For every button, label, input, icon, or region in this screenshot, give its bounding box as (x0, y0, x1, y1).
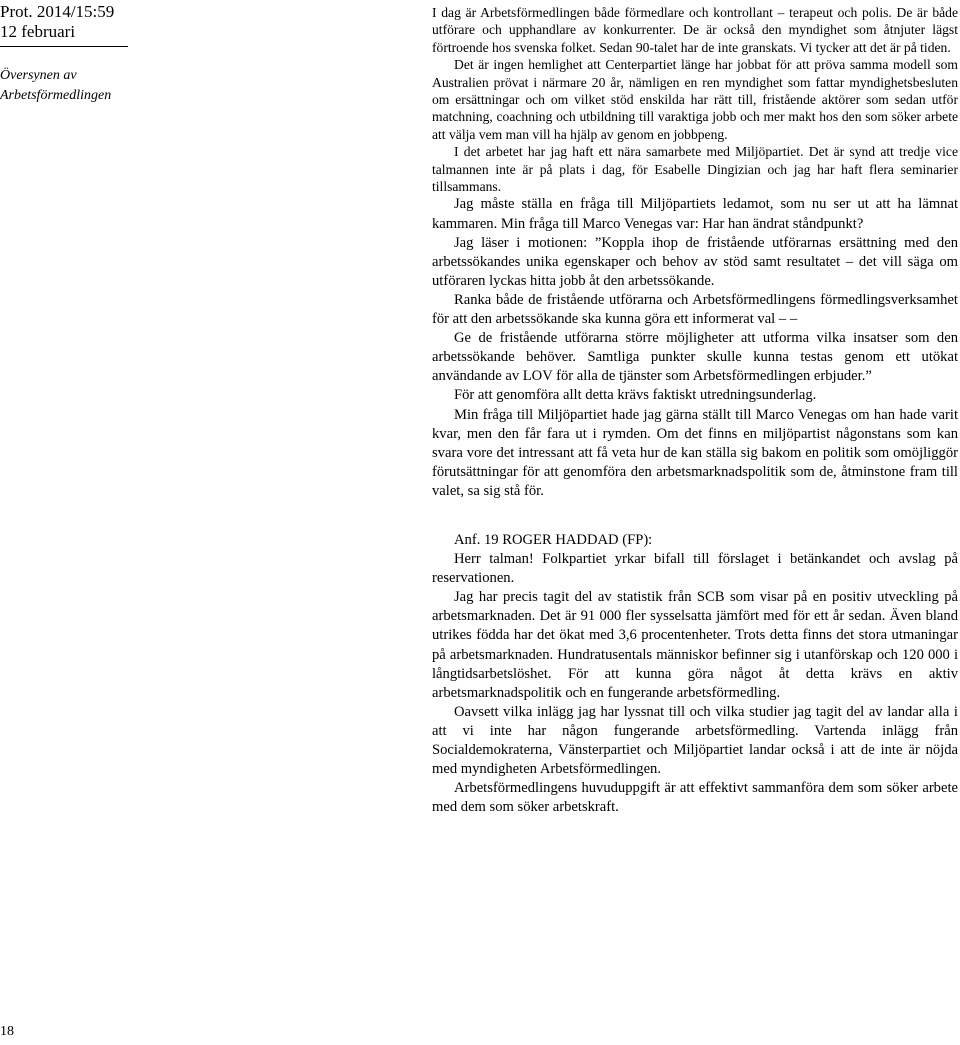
paragraph: Jag läser i motionen: ”Koppla ihop de fristående utförarnas ersättning med den arbetssökandes unika egenskaper och behov av stöd samt resultatet – det vill säga om utföraren lyckas hitta jobb åt den arbetssökande. (432, 234, 958, 289)
speaker-heading: Anf. 19 ROGER HADDAD (FP): (454, 531, 653, 548)
paragraph: Jag måste ställa en fråga till Miljöpartiets ledamot, som nu ser ut att ha lämnat kammaren. Min fråga till Marco Venegas var: Har han ändrat ståndpunkt? (432, 196, 958, 232)
speech-paragraph: Oavsett vilka inlägg jag har lyssnat till och vilka studier jag tagit del av landar alla i att vi inte har någon fungerande arbetsförmedling. Vartenda inlägg från Socialdemokraterna, Vänsterpartiet och Miljöpartiet landar också i att de inte är nöjda med myndigheten Arbetsförmedlingen. (432, 703, 958, 778)
speech-paragraph: Arbetsförmedlingens huvuduppgift är att effektivt sammanföra dem som söker arbete med dem som söker arbetskraft. (432, 780, 958, 816)
main-text-column (432, 4, 958, 817)
header-rule (0, 46, 128, 47)
speech-paragraph: Jag har precis tagit del av statistik från SCB som visar på en positiv utveckling på arbetsmarknaden. Det är 91 000 fler sysselsatta jämfört med för ett år sedan. Även bland utrikes födda har det ökat med 3,6 procentenheter. Trots detta finns det stora utmaningar på arbetsmarknaden. Hundratusentals människor befinner sig i utanförskap och 120 000 i långtidsarbetslöshet. För att kunna göra något åt detta krävs en aktiv arbetsmarknadspolitik och en fungerande arbetsförmedling. (432, 589, 958, 701)
paragraph: Ge de fristående utförarna större möjligheter att utforma vilka insatser som den arbetssökande behöver. Samtliga punkter skulle kunna testas genom ett utökat användande av LOV för alla de tjänster som Arbetsförmedlingen erbjuder.” (432, 330, 958, 385)
topic-line-1: Översynen av (0, 68, 77, 83)
margin-column (0, 0, 138, 1045)
speech-paragraph: Herr talman! Folkpartiet yrkar bifall till förslaget i betänkandet och avslag på reservationen. (432, 551, 958, 587)
paragraph: Min fråga till Miljöpartiet hade jag gärna ställt till Marco Venegas om han hade varit kvar, men den får fara ut i rymden. Om det finns en miljöpartist någonstans som kan svara vore det intressant att få veta hur de kan ställa sig bakom en politik som omöjliggör förutsättningar för att genomföra den arbetsmarknadspolitik som de, åtminstone fram till valet, sa sig stå för. (432, 406, 958, 499)
paragraph: Det är ingen hemlighet att Centerpartiet länge har jobbat för att pröva samma modell som Australien prövat i närmare 20 år, nämligen en ren myndighet som fattar myndighetsbesluten om ersättningar och om vilket stöd enskilda har rätt till, fristående aktörer som sedan utför matchning, coachning och utbildning till varaktiga jobb och mer makt hos den som söker arbete att välja vem man vill ha hjälp av genom en jobbpeng. (432, 57, 958, 142)
paragraph: Ranka både de fristående utförarna och Arbetsförmedlingens förmedlingsverksamhet för att den arbetssökande ska kunna göra ett informerat val – – (432, 291, 958, 328)
session-date: 12 februari (0, 22, 76, 41)
paragraph: I dag är Arbetsförmedlingen både förmedlare och kontrollant – terapeut och polis. De är både utförare och upphandlare av konkurrenter. De är också den myndighet som åtnjuter lägst förtroende hos svenska folket. Sedan 90-talet har de inte granskats. Vi tycker att det är på tiden. (432, 5, 958, 55)
topic-line-2: Arbetsförmedlingen (0, 88, 112, 103)
page-number: 18 (0, 1024, 14, 1039)
topic-label (0, 66, 111, 106)
protocol-number: Prot. 2014/15:59 (0, 2, 115, 21)
paragraph: För att genomföra allt detta krävs faktiskt utredningsunderlag. (454, 387, 817, 404)
paragraph: I det arbetet har jag haft ett nära samarbete med Miljöpartiet. Det är synd att tredje vice talmannen inte är på plats i dag, för Esabelle Dingizian och jag har haft flera seminarier tillsammans. (432, 144, 958, 195)
